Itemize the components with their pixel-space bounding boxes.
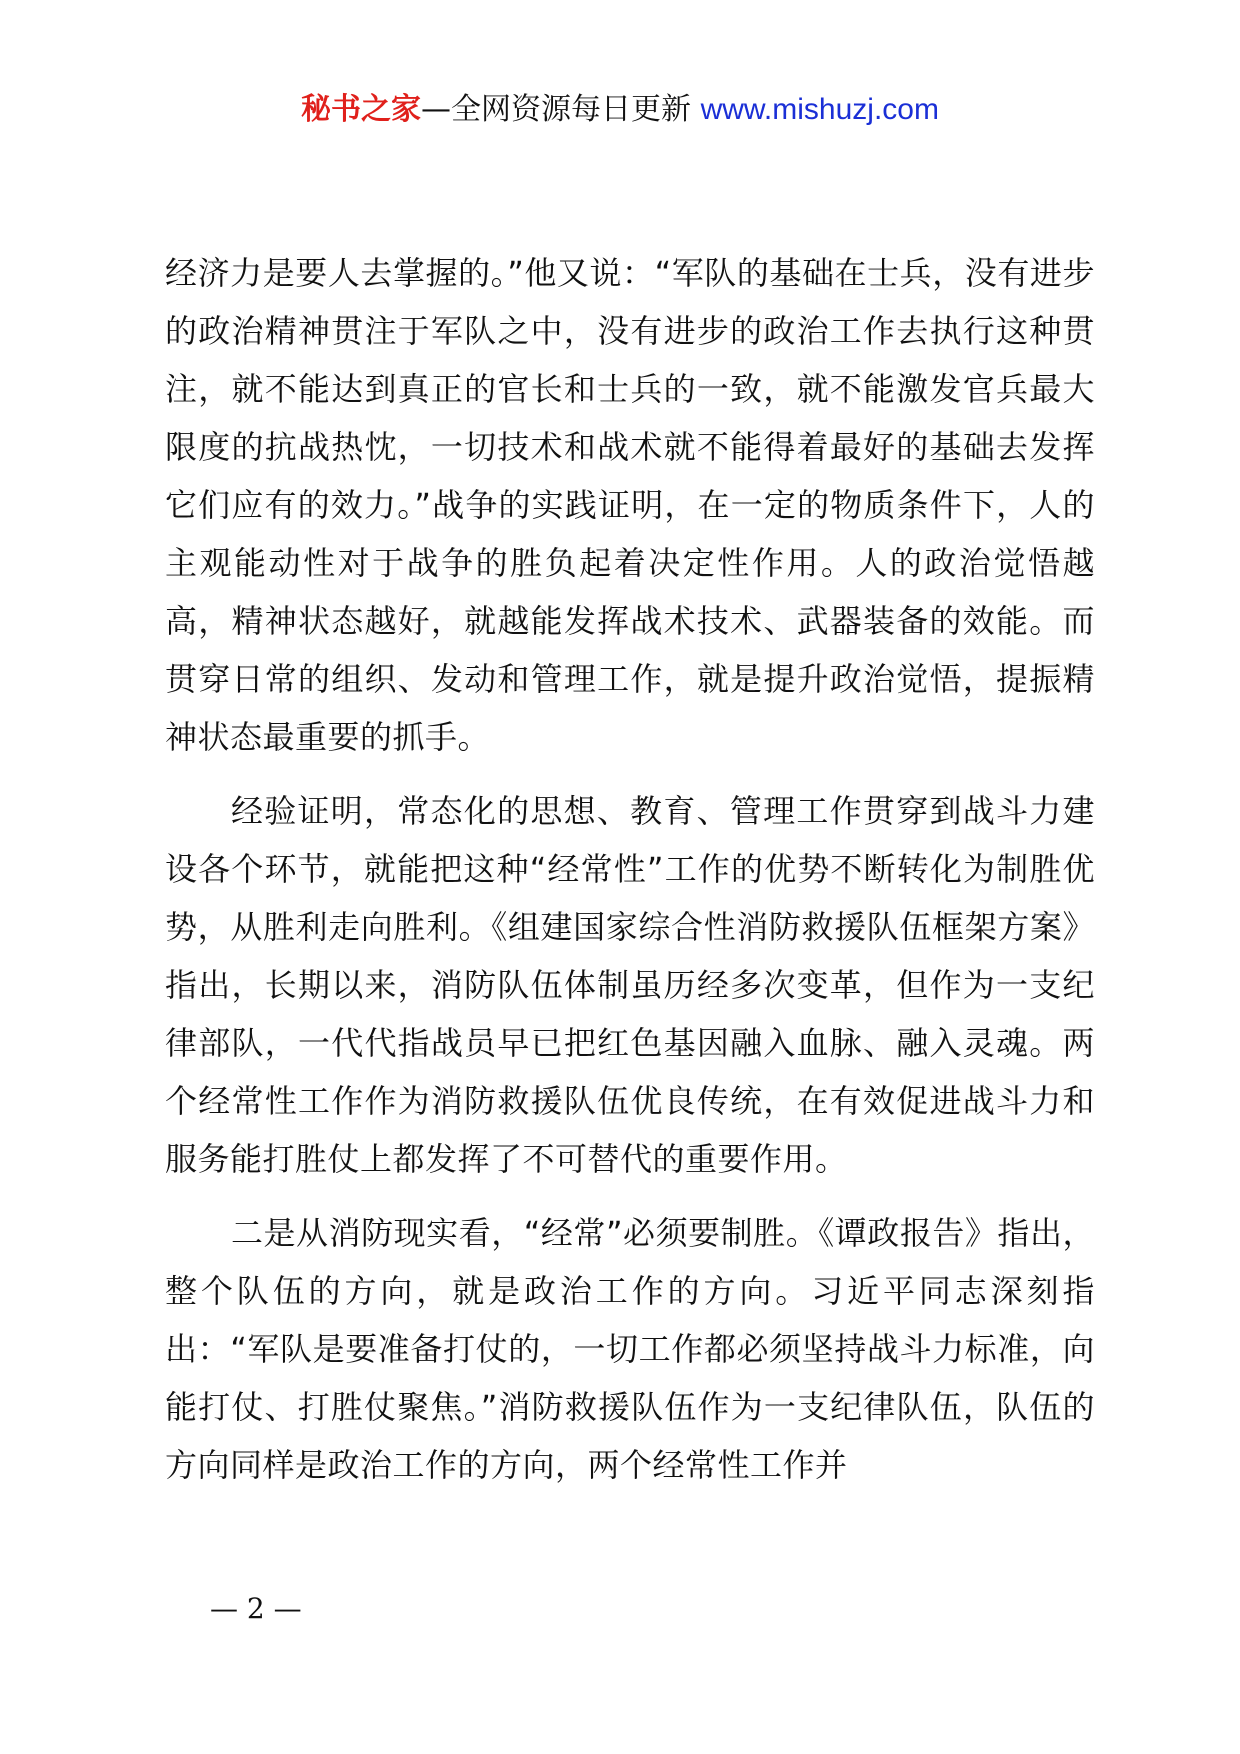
website-link[interactable]: www.mishuzj.com xyxy=(700,93,939,126)
paragraph: 经验证明，常态化的思想、教育、管理工作贯穿到战斗力建设各个环节，就能把这种“经常性”工作的优势不断转化为制胜优势，从胜利走向胜利。《组建国家综合性消防救援队伍框架方案》指出，长期以来，消防队伍体制虽历经多次变革，但作为一支纪律部队，一代代指战员早已把红色基因融入血脉、融入灵魂。两个经常性工作作为消防救援队伍优良传统，在有效促进战斗力和服务能打胜仗上都发挥了不可替代的重要作用。 xyxy=(165,792,1095,1178)
document-body xyxy=(165,244,1095,1494)
paragraph: 二是从消防现实看，“经常”必须要制胜。《谭政报告》指出，整个队伍的方向，就是政治工作的方向。习近平同志深刻指出：“军队是要准备打仗的，一切工作都必须坚持战斗力标准，向能打仗、打胜仗聚焦。”消防救援队伍作为一支纪律队伍，队伍的方向同样是政治工作的方向，两个经常性工作并 xyxy=(165,1214,1095,1484)
header-tagline: —全网资源每日更新 xyxy=(421,92,692,127)
paragraph-continued: 经济力是要人去掌握的。”他又说：“军队的基础在士兵，没有进步的政治精神贯注于军队之中，没有进步的政治工作去执行这种贯注，就不能达到真正的官长和士兵的一致，就不能激发官兵最大限度的抗战热忱，一切技术和战术就不能得着最好的基础去发挥它们应有的效力。”战争的实践证明，在一定的物质条件下，人的主观能动性对于战争的胜负起着决定性作用。人的政治觉悟越高，精神状态越好，就越能发挥战术技术、武器装备的效能。而贯穿日常的组织、发动和管理工作，就是提升政治觉悟，提振精神状态最重要的抓手。 xyxy=(165,254,1095,756)
page-number: — 2 — xyxy=(210,1592,302,1625)
brand-name: 秘书之家 xyxy=(301,92,422,127)
page-header xyxy=(0,88,1240,132)
